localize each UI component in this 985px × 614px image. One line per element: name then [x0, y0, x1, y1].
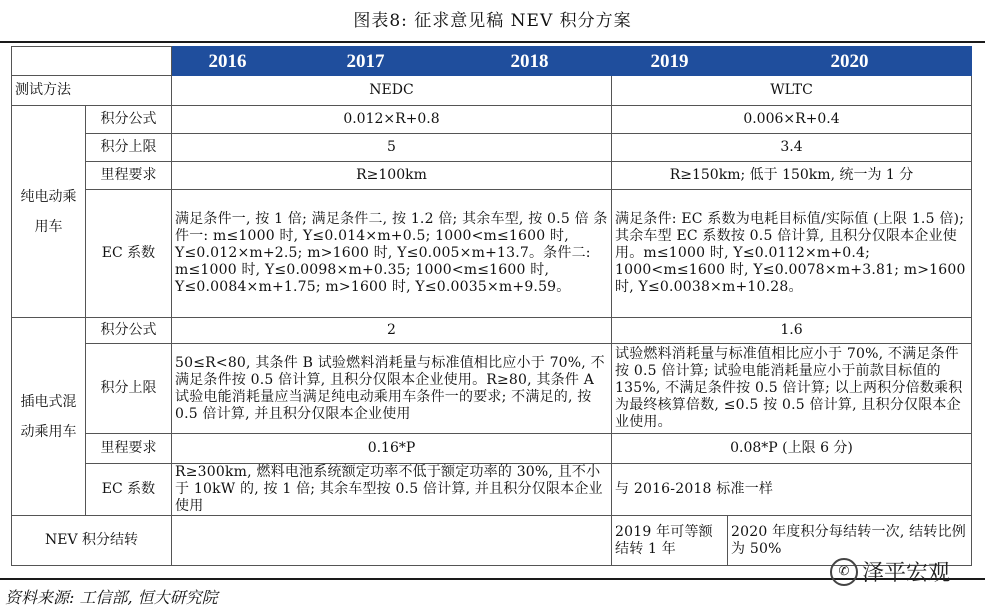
cell-phev-limit-b: 试验燃料消耗量与标准值相比应小于 70%, 不满足条件按 0.5 倍计算; 试验电能消耗量应小于前款目标值的 135%, 不满足条件按 0.5 倍计算; 以上两积分倍数乘积为最终核算倍数, ≤0.5 按 0.5 倍计算, 且积分仅限本企业使用。: [612, 344, 972, 434]
cell-phev-range-a: 0.16*P: [172, 434, 612, 464]
cell-phev-range-b: 0.08*P (上限 6 分): [612, 434, 972, 464]
cell-transfer-2020: 2020 年度积分每结转一次, 结转比例为 50%: [728, 516, 972, 566]
year-2016: 2016: [172, 47, 284, 76]
watermark: [830, 556, 950, 587]
cell-phev-formula-b: 1.6: [612, 318, 972, 344]
cell-nedc: NEDC: [172, 76, 612, 106]
year-2018: 2018: [448, 47, 612, 76]
row-label-phev-limit: 积分上限: [86, 344, 172, 434]
year-2017: 2017: [284, 47, 448, 76]
nev-credit-table: [11, 46, 972, 566]
year-2019: 2019: [612, 47, 728, 76]
watermark-text: 泽平宏观: [862, 561, 951, 586]
cell-bev-formula-a: 0.012×R+0.8: [172, 106, 612, 134]
row-label-test-method: 测试方法: [12, 76, 172, 106]
year-2020: 2020: [728, 47, 972, 76]
source-note: 资料来源: 工信部, 恒大研究院: [5, 588, 218, 607]
cell-transfer-2019: 2019 年可等额结转 1 年: [612, 516, 728, 566]
cell-bev-ec-a: 满足条件一, 按 1 倍; 满足条件二, 按 1.2 倍; 其余车型, 按 0.5 倍 条件一: m≤1000 时, Y≤0.014×m+0.5; 1000<m≤1600 时, Y≤0.012×m+2.5; m>1600 时, Y≤0.005×m+13.7。条件二: m≤1000 时, Y≤0.0098×m+0.35; 1000<m≤1600 时, Y≤0.0084×m+1.75; m>1600 时, Y≤0.0035×m+9.59。: [172, 190, 612, 318]
row-label-phev-range: 里程要求: [86, 434, 172, 464]
row-label-transfer: NEV 积分结转: [12, 516, 172, 566]
cell-phev-formula-a: 2: [172, 318, 612, 344]
figure-title: 图表8: 征求意见稿 NEV 积分方案: [353, 11, 632, 31]
cell-transfer-empty: [172, 516, 612, 566]
cell-bev-limit-a: 5: [172, 134, 612, 162]
row-label-bev-formula: 积分公式: [86, 106, 172, 134]
row-label-bev-range: 里程要求: [86, 162, 172, 190]
row-label-phev-formula: 积分公式: [86, 318, 172, 344]
cell-bev-limit-b: 3.4: [612, 134, 972, 162]
header-blank: [12, 47, 172, 76]
group-phev: 插电式混动乘用车: [12, 318, 86, 516]
group-bev: 纯电动乘用车: [12, 106, 86, 318]
cell-bev-formula-b: 0.006×R+0.4: [612, 106, 972, 134]
wechat-icon: ✆: [830, 558, 858, 586]
cell-bev-range-b: R≥150km; 低于 150km, 统一为 1 分: [612, 162, 972, 190]
cell-bev-ec-b: 满足条件: EC 系数为电耗目标值/实际值 (上限 1.5 倍); 其余车型 EC 系数按 0.5 倍计算, 且积分仅限本企业使用。m≤1000 时, Y≤0.0112×m+0.4; 1000<m≤1600 时, Y≤0.0078×m+3.81; m>1600 时, Y≤0.0038×m+10.28。: [612, 190, 972, 318]
top-rule: [0, 41, 985, 43]
row-label-phev-ec: EC 系数: [86, 464, 172, 516]
cell-phev-ec-a: R≥300km, 燃料电池系统额定功率不低于额定功率的 30%, 且不小于 10kW 的, 按 1 倍; 其余车型按 0.5 倍计算, 并且积分仅限本企业使用: [172, 464, 612, 516]
cell-phev-ec-b: 与 2016-2018 标准一样: [612, 464, 972, 516]
cell-phev-limit-a: 50≤R<80, 其条件 B 试验燃料消耗量与标准值相比应小于 70%, 不满足条件按 0.5 倍计算, 且积分仅限本企业使用。R≥80, 其条件 A 试验电能消耗量应当满足纯电动乘用车条件一的要求; 不满足的, 按 0.5 倍计算, 并且积分仅限本企业使用: [172, 344, 612, 434]
cell-bev-range-a: R≥100km: [172, 162, 612, 190]
row-label-bev-limit: 积分上限: [86, 134, 172, 162]
cell-wltc: WLTC: [612, 76, 972, 106]
row-label-bev-ec: EC 系数: [86, 190, 172, 318]
